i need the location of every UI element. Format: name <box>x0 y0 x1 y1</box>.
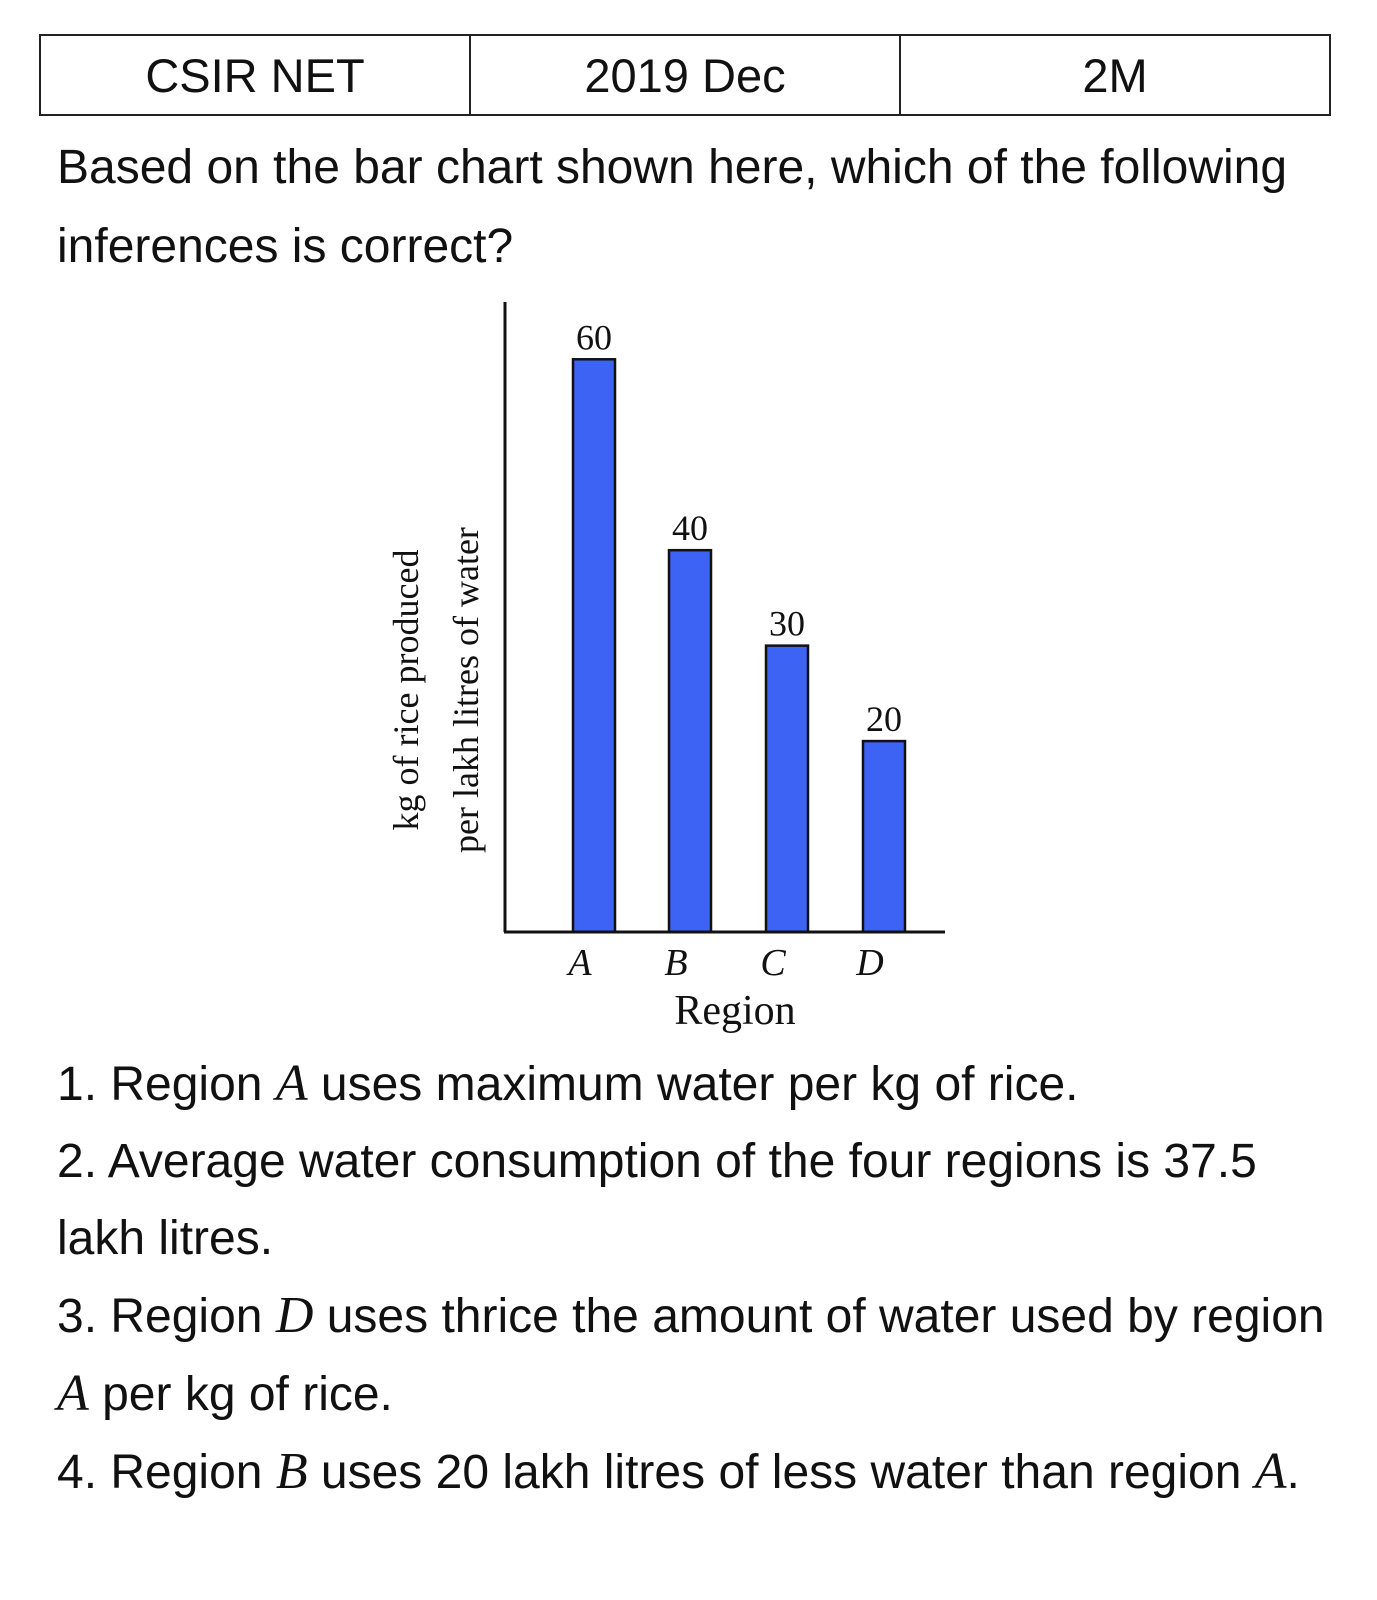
option-text: uses thrice the amount of water used by region <box>313 1290 1325 1343</box>
bar-b <box>669 550 711 932</box>
x-tick-d: D <box>856 942 884 984</box>
option-variable: A <box>275 1055 308 1112</box>
exam-name-cell: CSIR NET <box>40 35 470 115</box>
x-tick-c: C <box>760 942 786 984</box>
option-variable: A <box>1254 1443 1287 1500</box>
option-2 <box>57 1123 1347 1277</box>
option-text: uses maximum water per kg of rice. <box>307 1058 1079 1111</box>
marks-cell: 2M <box>900 35 1330 115</box>
data-label-d: 20 <box>866 699 902 740</box>
option-number: 1. <box>57 1058 98 1111</box>
x-axis-label: Region <box>674 988 796 1034</box>
option-1 <box>57 1045 1347 1123</box>
bar-a <box>573 359 615 932</box>
bar-c <box>766 646 808 932</box>
option-text: per kg of rice. <box>88 1368 393 1421</box>
option-number: 3. <box>57 1290 98 1343</box>
option-variable: D <box>275 1287 314 1344</box>
bar-chart <box>370 300 970 1060</box>
header-row <box>40 35 1330 115</box>
option-variable: A <box>57 1365 89 1422</box>
data-label-a: 60 <box>576 317 612 358</box>
data-label-b: 40 <box>672 508 708 549</box>
header-table <box>39 34 1331 116</box>
data-label-c: 30 <box>769 603 805 644</box>
bars-group <box>573 317 905 932</box>
exam-session-cell: 2019 Dec <box>470 35 900 115</box>
bar-d <box>863 741 905 932</box>
option-variable: B <box>275 1443 308 1500</box>
option-text: Average water consumption of the four regions is 37.5 lakh litres. <box>57 1135 1257 1265</box>
options-list <box>57 1045 1347 1511</box>
option-text: . <box>1286 1446 1300 1499</box>
option-number: 4. <box>57 1446 98 1499</box>
y-axis-label-line2: per lakh litres of water <box>446 527 486 853</box>
x-tick-a: A <box>568 942 592 984</box>
option-4 <box>57 1433 1347 1511</box>
option-text: Region <box>97 1058 276 1111</box>
x-tick-labels <box>565 942 883 984</box>
option-text: Region <box>97 1290 276 1343</box>
option-number: 2. <box>57 1135 98 1188</box>
option-text: uses 20 lakh litres of less water than region <box>307 1446 1255 1499</box>
option-3 <box>57 1277 1347 1433</box>
x-tick-b: B <box>664 942 688 984</box>
bar-chart-svg <box>370 300 970 1060</box>
option-text: Region <box>97 1446 276 1499</box>
y-axis-label <box>386 527 486 853</box>
y-axis-label-line1: kg of rice produced <box>386 549 426 831</box>
question-text: Based on the bar chart shown here, which of the following inferences is correct? <box>57 141 1288 273</box>
